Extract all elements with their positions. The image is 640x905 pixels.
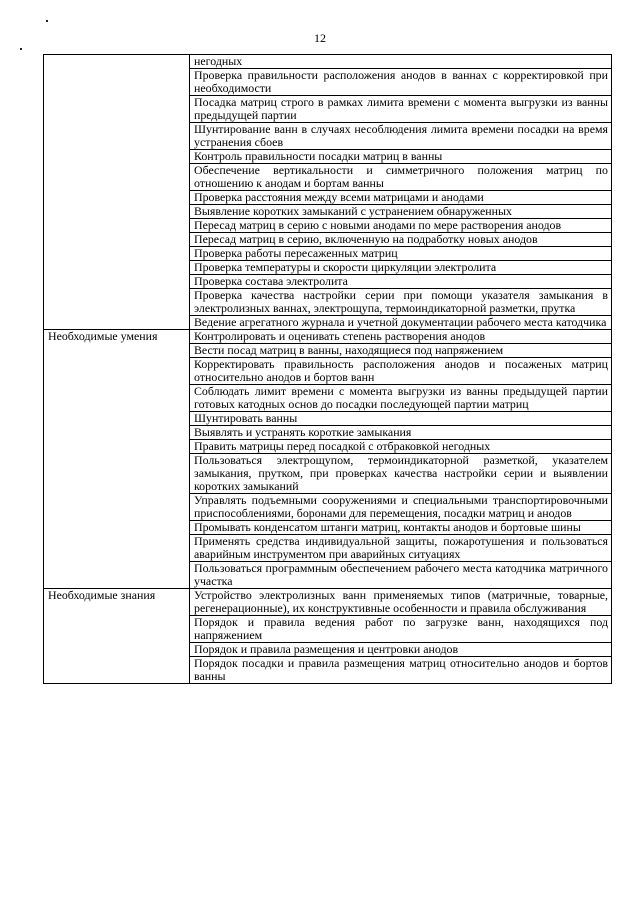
- requirement-item: Проверка качества настройки серии при помощи указателя замыкания в электролизных ваннах, электрощупа, термоиндикаторной разметки, прутка: [190, 289, 612, 316]
- requirement-item: негодных: [190, 55, 612, 69]
- requirement-item: Порядок посадки и правила размещения матриц относительно анодов и бортов ванны: [190, 657, 612, 684]
- requirement-item: Контролировать и оценивать степень растворения анодов: [190, 330, 612, 344]
- requirement-item: Промывать конденсатом штанги матриц, контакты анодов и бортовые шины: [190, 521, 612, 535]
- requirement-item: Проверка правильности расположения анодов в ваннах с корректировкой при необходимости: [190, 69, 612, 96]
- requirement-item: Управлять подъемными сооружениями и специальными транспортировочными приспособлениями, боронами для перемещения, посадки матриц и анодов: [190, 494, 612, 521]
- requirement-item: Корректировать правильность расположения анодов и посаженых матриц относительно анодов и бортов ванн: [190, 358, 612, 385]
- page-number: 12: [314, 31, 326, 45]
- requirement-item: Проверка работы пересаженных матриц: [190, 247, 612, 261]
- table-row: [44, 330, 612, 344]
- requirements-table: [43, 54, 612, 684]
- requirement-item: Ведение агрегатного журнала и учетной документации рабочего места катодчика: [190, 316, 612, 330]
- requirement-item: Соблюдать лимит времени с момента выгрузки из ванны предыдущей партии готовых катодных основ до посадки последующей партии матриц: [190, 385, 612, 412]
- section-label: [44, 55, 190, 330]
- table-row: [44, 55, 612, 69]
- table-row: [44, 589, 612, 616]
- requirement-item: Контроль правильности посадки матриц в ванны: [190, 150, 612, 164]
- requirement-item: Пользоваться программным обеспечением рабочего места катодчика матричного участка: [190, 562, 612, 589]
- requirement-item: Пересад матриц в серию с новыми анодами по мере растворения анодов: [190, 219, 612, 233]
- requirement-item: Выявление коротких замыканий с устранением обнаруженных: [190, 205, 612, 219]
- requirement-item: Проверка состава электролита: [190, 275, 612, 289]
- requirement-item: Шунтировать ванны: [190, 412, 612, 426]
- requirement-item: Обеспечение вертикальности и симметричного положения матриц по отношению к анодам и бортам ванны: [190, 164, 612, 191]
- requirement-item: Выявлять и устранять короткие замыкания: [190, 426, 612, 440]
- scan-speck-top: [46, 20, 48, 22]
- requirement-item: Устройство электролизных ванн применяемых типов (матричные, товарные, регенерационные), их конструктивные особенности и правила обслуживания: [190, 589, 612, 616]
- requirement-item: Посадка матриц строго в рамках лимита времени с момента выгрузки из ванны предыдущей партии: [190, 96, 612, 123]
- requirement-item: Пересад матриц в серию, включенную на подработку новых анодов: [190, 233, 612, 247]
- scan-speck-left: [20, 48, 22, 50]
- section-label: Необходимые умения: [44, 330, 190, 589]
- requirement-item: Править матрицы перед посадкой с отбраковкой негодных: [190, 440, 612, 454]
- requirement-item: Шунтирование ванн в случаях несоблюдения лимита времени посадки на время устранения сбоев: [190, 123, 612, 150]
- requirement-item: Пользоваться электрощупом, термоиндикаторной разметкой, указателем замыкания, прутком, при проверках качества настройки серии и выявлении коротких замыканий: [190, 454, 612, 494]
- requirement-item: Порядок и правила ведения работ по загрузке ванн, находящихся под напряжением: [190, 616, 612, 643]
- requirement-item: Вести посад матриц в ванны, находящиеся под напряжением: [190, 344, 612, 358]
- requirement-item: Проверка температуры и скорости циркуляции электролита: [190, 261, 612, 275]
- requirement-item: Порядок и правила размещения и центровки анодов: [190, 643, 612, 657]
- requirement-item: Проверка расстояния между всеми матрицами и анодами: [190, 191, 612, 205]
- section-label: Необходимые знания: [44, 589, 190, 684]
- requirement-item: Применять средства индивидуальной защиты, пожаротушения и пользоваться аварийным инструментом при аварийных ситуациях: [190, 535, 612, 562]
